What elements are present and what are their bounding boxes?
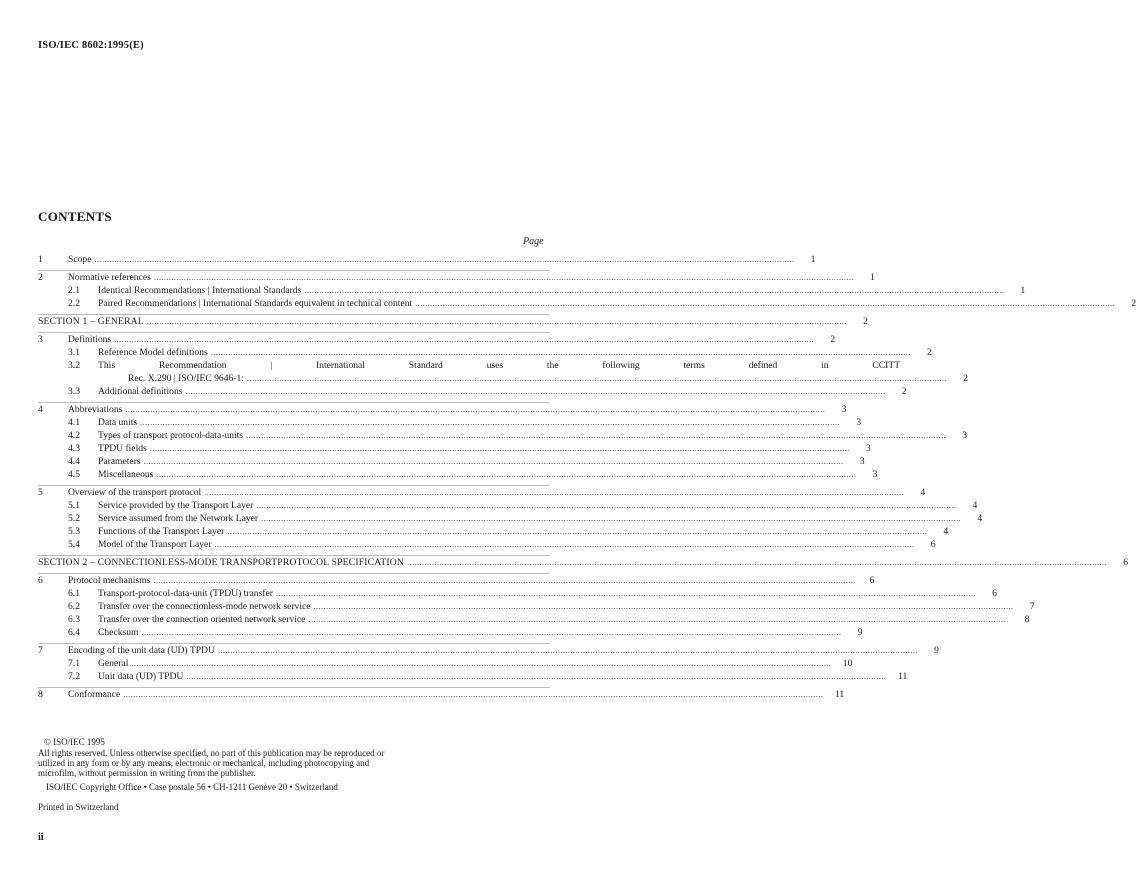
dot-leader: [125, 403, 825, 416]
dot-leader: [114, 333, 814, 346]
toc-entry[interactable]: [38, 499, 978, 512]
dot-leader: [211, 346, 911, 359]
toc-entry[interactable]: [38, 670, 908, 683]
toc-entry[interactable]: [38, 297, 1136, 310]
toc-page-number: 3: [962, 430, 968, 441]
toc-entry-title-word: defined: [748, 360, 778, 371]
toc-entry[interactable]: [38, 468, 878, 481]
toc-page-number: 2: [830, 334, 836, 345]
copyright-line: © ISO/IEC 1995: [44, 737, 105, 747]
toc-entry-number: 4.4: [68, 456, 80, 467]
toc-entry-number: 3: [38, 334, 43, 345]
dot-leader: [304, 284, 1004, 297]
toc-entry-title: Identical Recommendations | International Standards: [98, 285, 302, 296]
dot-leader: [276, 587, 976, 600]
toc-entry[interactable]: [38, 657, 853, 670]
toc-entry-number: 6: [38, 575, 43, 586]
toc-entry-title-word: CCITT: [872, 360, 901, 371]
toc-page-number: 1: [810, 254, 816, 265]
toc-page-number: 4: [920, 487, 926, 498]
toc-section-row[interactable]: [38, 555, 1129, 569]
toc-entry-number: 4: [38, 404, 43, 415]
toc-entry-number: 4.3: [68, 443, 80, 454]
toc-entry-title: Conformance: [68, 689, 121, 700]
toc-entry-number: 5.4: [68, 539, 80, 550]
toc-entry-number: 7.2: [68, 671, 80, 682]
dot-leader: [154, 271, 854, 284]
toc-page-number: 2: [963, 373, 968, 384]
toc-page-number: 3: [865, 443, 871, 454]
toc-entry-number: 7.1: [68, 658, 80, 669]
copyright-notice: [38, 737, 398, 812]
dot-leader: [261, 512, 961, 525]
toc-page-number: 2: [901, 386, 907, 397]
toc-entry-title: Transport-protocol-data-unit (TPDU) transfer: [98, 588, 273, 599]
dot-leader: [247, 372, 947, 385]
dot-leader: [308, 613, 1008, 626]
toc-entry-title: Paired Recommendations | International Standards equivalent in technical content: [98, 298, 413, 309]
dot-leader: [131, 657, 831, 670]
toc-entry-title-word: in: [821, 360, 829, 371]
toc-entry-number: 6.1: [68, 588, 80, 599]
toc-entry[interactable]: [38, 332, 836, 346]
dot-leader: [314, 600, 1014, 613]
toc-page-number: 1: [870, 272, 875, 283]
toc-entry[interactable]: [38, 613, 1030, 626]
toc-entry-title: Overview of the transport protocol: [68, 487, 202, 498]
page-number: ii: [38, 832, 44, 843]
toc-entry[interactable]: [38, 416, 862, 429]
toc-entry[interactable]: [38, 587, 997, 600]
toc-page-number: 3: [841, 404, 847, 415]
toc-entry-number: 3.3: [68, 386, 80, 397]
dot-leader: [123, 688, 823, 701]
toc-entry-title-word: |: [270, 360, 273, 371]
toc-page-number: 4: [972, 500, 978, 511]
dot-leader: [215, 538, 915, 551]
toc-entry-title: Transfer over the connectionless-mode network service: [98, 601, 311, 612]
toc-entry[interactable]: [38, 455, 865, 468]
dot-leader: [246, 429, 946, 442]
toc-entry-number: 2.1: [68, 285, 80, 296]
toc-entry-title: Rec. X.290 | ISO/IEC 9646-1:: [128, 373, 244, 384]
toc-entry-number: 4.2: [68, 430, 80, 441]
toc-entry-title: Scope: [68, 254, 92, 265]
toc-entry-title: Abbreviations: [68, 404, 123, 415]
toc-page-number: 8: [1024, 614, 1030, 625]
toc-entry-number: 8: [38, 689, 43, 700]
toc-entry-number: 6.4: [68, 627, 80, 638]
toc-page-number: 3: [859, 456, 865, 467]
toc-entry[interactable]: [38, 270, 875, 284]
toc-entry-title-word: Recommendation: [158, 360, 227, 371]
toc-entry[interactable]: [38, 538, 936, 551]
toc-entry-number: 3.1: [68, 347, 80, 358]
toc-entry-number: 5.2: [68, 513, 80, 524]
toc-entry-number: 5.1: [68, 500, 80, 511]
rights-statement: All rights reserved. Unless otherwise specified, no part of this publication may be reproduced or utilized in any form or by any means, electronic or mechanical, including photocopying and microfilm, without permission in writing from the publisher.: [38, 748, 385, 778]
toc-page-number: 6: [1123, 557, 1129, 568]
dot-leader: [227, 525, 927, 538]
toc-page-number: 2: [1131, 298, 1136, 309]
toc-entry[interactable]: [38, 687, 845, 701]
toc-entry-title: Miscellaneous: [98, 469, 154, 480]
toc-page-number: 9: [934, 645, 939, 656]
dot-leader: [150, 442, 850, 455]
toc-page-number: 1: [1020, 285, 1026, 296]
toc-entry-title-word: Standard: [408, 360, 443, 371]
toc-entry-title: Parameters: [98, 456, 141, 467]
dot-leader: [218, 644, 918, 657]
toc-entry-number: 1: [38, 254, 43, 265]
toc-entry[interactable]: [38, 359, 968, 385]
toc-entry-title: Checksum: [98, 627, 139, 638]
toc-entry[interactable]: [38, 643, 939, 657]
toc-entry[interactable]: [38, 626, 863, 639]
toc-entry-title: General: [98, 658, 129, 669]
toc-entry[interactable]: [38, 284, 1026, 297]
toc-entry-number: 5.3: [68, 526, 80, 537]
printed-in: Printed in Switzerland: [38, 802, 119, 812]
toc-entry[interactable]: [38, 442, 871, 455]
toc-entry-title: TPDU fields: [98, 443, 147, 454]
toc-entry-title: Reference Model definitions: [98, 347, 208, 358]
toc-entry-title-word: following: [602, 360, 640, 371]
toc-page-number: 3: [856, 417, 862, 428]
toc-entry[interactable]: [38, 512, 983, 525]
toc-page-number: 2: [863, 316, 868, 327]
toc-page-number: 6: [930, 539, 936, 550]
toc-entry-title: Definitions: [68, 334, 112, 345]
toc-entry-number: 3.2: [68, 360, 80, 371]
toc-page-number: 7: [1029, 601, 1035, 612]
dot-leader: [156, 468, 856, 481]
toc-entry-title: Additional definitions: [98, 386, 183, 397]
toc-entry[interactable]: [38, 429, 968, 442]
toc-entry-title: Types of transport protocol-data-units: [98, 430, 244, 441]
toc-entry-title: Encoding of the unit data (UD) TPDU: [68, 645, 215, 656]
dot-leader: [153, 574, 853, 587]
toc-entry[interactable]: [38, 600, 1035, 613]
dot-leader: [185, 385, 885, 398]
toc-entry[interactable]: [38, 402, 847, 416]
toc-entry-title: Functions of the Transport Layer: [98, 526, 225, 537]
toc-entry-title: Data units: [98, 417, 138, 428]
toc-entry[interactable]: [38, 573, 875, 587]
dot-leader: [256, 499, 956, 512]
toc-entry-title: Normative references: [68, 272, 151, 283]
toc-page-number: 4: [977, 513, 983, 524]
toc-entry-number: 7: [38, 645, 43, 656]
toc-entry-title: Service provided by the Transport Layer: [98, 500, 254, 511]
toc-entry-title: Model of the Transport Layer: [98, 539, 212, 550]
dot-leader: [186, 670, 886, 683]
toc-entry-number: 6.3: [68, 614, 80, 625]
toc-page-number: 11: [834, 689, 845, 700]
toc-page-number: 4: [943, 526, 949, 537]
toc-page-number: 9: [857, 627, 863, 638]
toc-page-number: 10: [842, 658, 853, 669]
toc-entry-title-word: terms: [683, 360, 705, 371]
toc-entry-number: 4.1: [68, 417, 80, 428]
toc-entry-title-word: the: [546, 360, 559, 371]
toc-entry-number: 2: [38, 272, 43, 283]
toc-entry[interactable]: [38, 385, 907, 398]
toc-page-number: 6: [869, 575, 875, 586]
toc-entry-number: 6.2: [68, 601, 80, 612]
publisher-address: ISO/IEC Copyright Office • Case postale 56 • CH-1211 Genève 20 • Switzerland: [46, 782, 338, 792]
toc-entry-number: 2.2: [68, 298, 80, 309]
dot-leader: [204, 486, 904, 499]
toc-section-row[interactable]: [38, 314, 868, 328]
toc-page-number: 3: [872, 469, 878, 480]
toc-entry-title: Service assumed from the Network Layer: [98, 513, 259, 524]
page-column-label: Page: [523, 236, 544, 247]
toc-section-title: SECTION 1 – GENERAL: [38, 316, 144, 327]
dot-leader: [415, 297, 1115, 310]
toc-entry-title: Transfer over the connection oriented network service: [98, 614, 306, 625]
toc-page-number: 6: [992, 588, 997, 599]
toc-entry-title-word: uses: [486, 360, 504, 371]
dot-leader: [407, 556, 1107, 569]
toc-section-title: SECTION 2 – CONNECTIONLESS-MODE TRANSPORTPROTOCOL SPECIFICATION: [38, 557, 405, 568]
toc-entry[interactable]: [38, 525, 949, 538]
toc-entry[interactable]: [38, 346, 932, 359]
standard-identifier: ISO/IEC 8602:1995(E): [38, 40, 144, 51]
table-of-contents: [38, 253, 1136, 701]
toc-page-number: 11: [898, 671, 908, 682]
dot-leader: [147, 315, 847, 328]
dot-leader: [144, 455, 844, 468]
contents-heading: CONTENTS: [38, 209, 112, 224]
toc-entry-title: Protocol mechanisms: [68, 575, 151, 586]
dot-leader: [140, 416, 840, 429]
toc-entry-number: 5: [38, 487, 43, 498]
toc-page-number: 2: [926, 347, 932, 358]
toc-entry-number: 4.5: [68, 469, 80, 480]
toc-entry-title-word: International: [315, 360, 365, 371]
dot-leader: [142, 626, 842, 639]
toc-entry-title-word: This: [98, 360, 116, 371]
dot-leader: [94, 253, 794, 266]
toc-entry[interactable]: [38, 485, 926, 499]
toc-entry[interactable]: [38, 253, 816, 266]
toc-entry-title: Unit data (UD) TPDU: [98, 671, 184, 682]
